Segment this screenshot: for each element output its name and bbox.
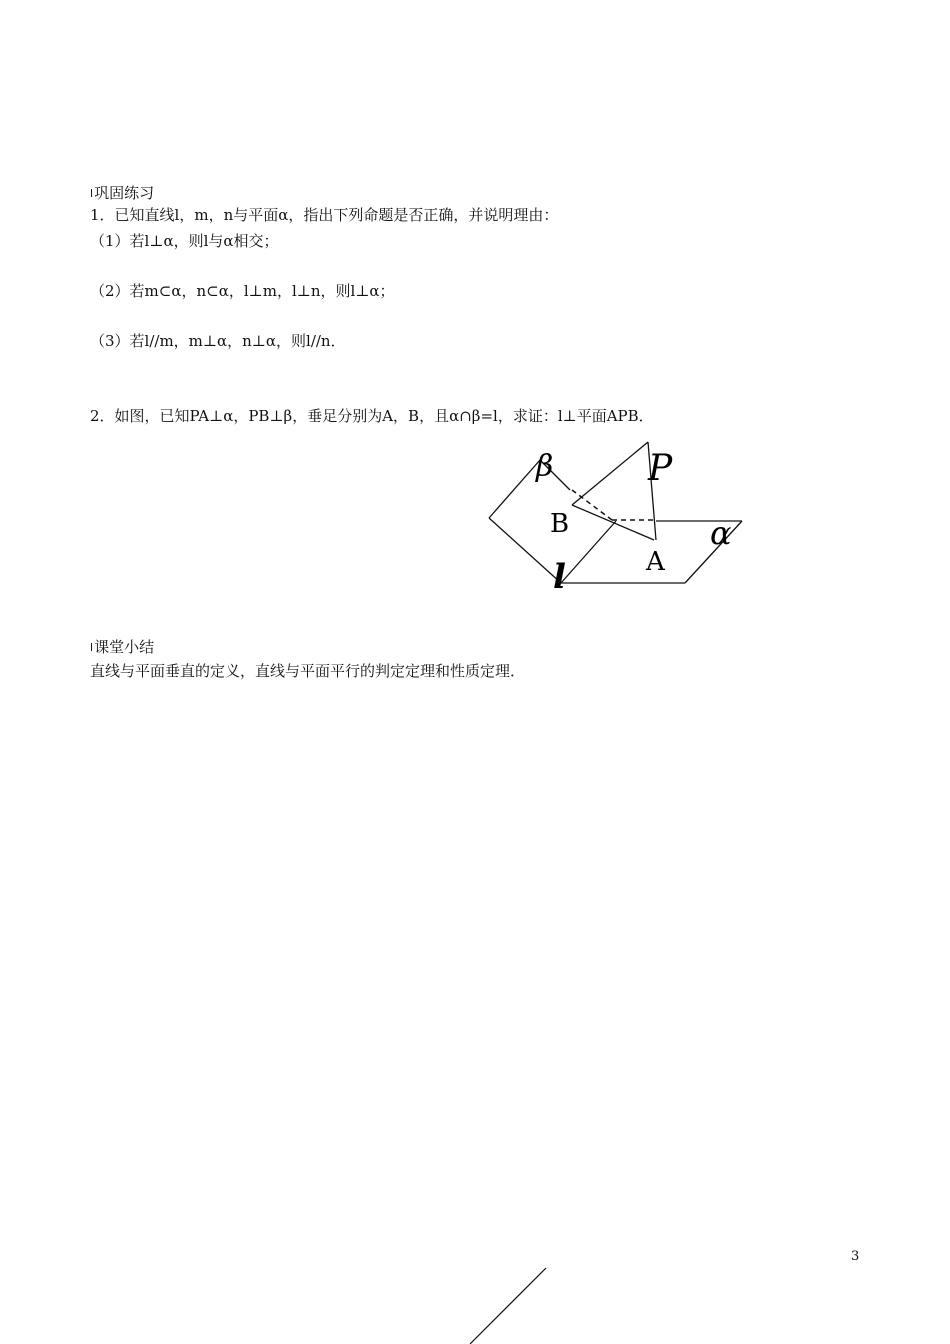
label-beta: β [536,449,554,484]
section-heading-practice [90,182,154,203]
geometry-figure [480,440,750,590]
summary-body: 直线与平面垂直的定义，直线与平面平行的判定定理和性质定理． [90,662,526,680]
label-l: l [553,557,566,590]
bullet-icon: l [90,187,94,200]
problem-2-stem: 2．如图，已知PA⊥α，PB⊥β，垂足分别为A，B，且α∩β=l，求证：l⊥平面APB． [90,407,654,425]
problem-1-item-1: （1）若l⊥α，则l与α相交； [90,232,279,250]
page-number: 3 [851,1249,860,1264]
problem-1-stem: 1．已知直线l，m，n与平面α，指出下列命题是否正确，并说明理由： [90,206,559,224]
label-p: P [648,448,673,489]
label-alpha: α [710,514,732,552]
label-a: A [646,547,665,577]
label-b: B [550,509,570,539]
problem-1-item-2: （2）若m⊂α，n⊂α，l⊥m，l⊥n，则l⊥α； [90,282,395,300]
decorative-diagonal-line [460,1260,560,1344]
section-heading-summary [90,636,154,657]
triangle-pba [572,442,656,540]
section-title: 课堂小结 [94,638,155,656]
problem-1-item-3: （3）若l//m，m⊥α，n⊥α，则l//n． [90,332,346,350]
bullet-icon: l [90,641,94,654]
section-title: 巩固练习 [94,184,155,202]
